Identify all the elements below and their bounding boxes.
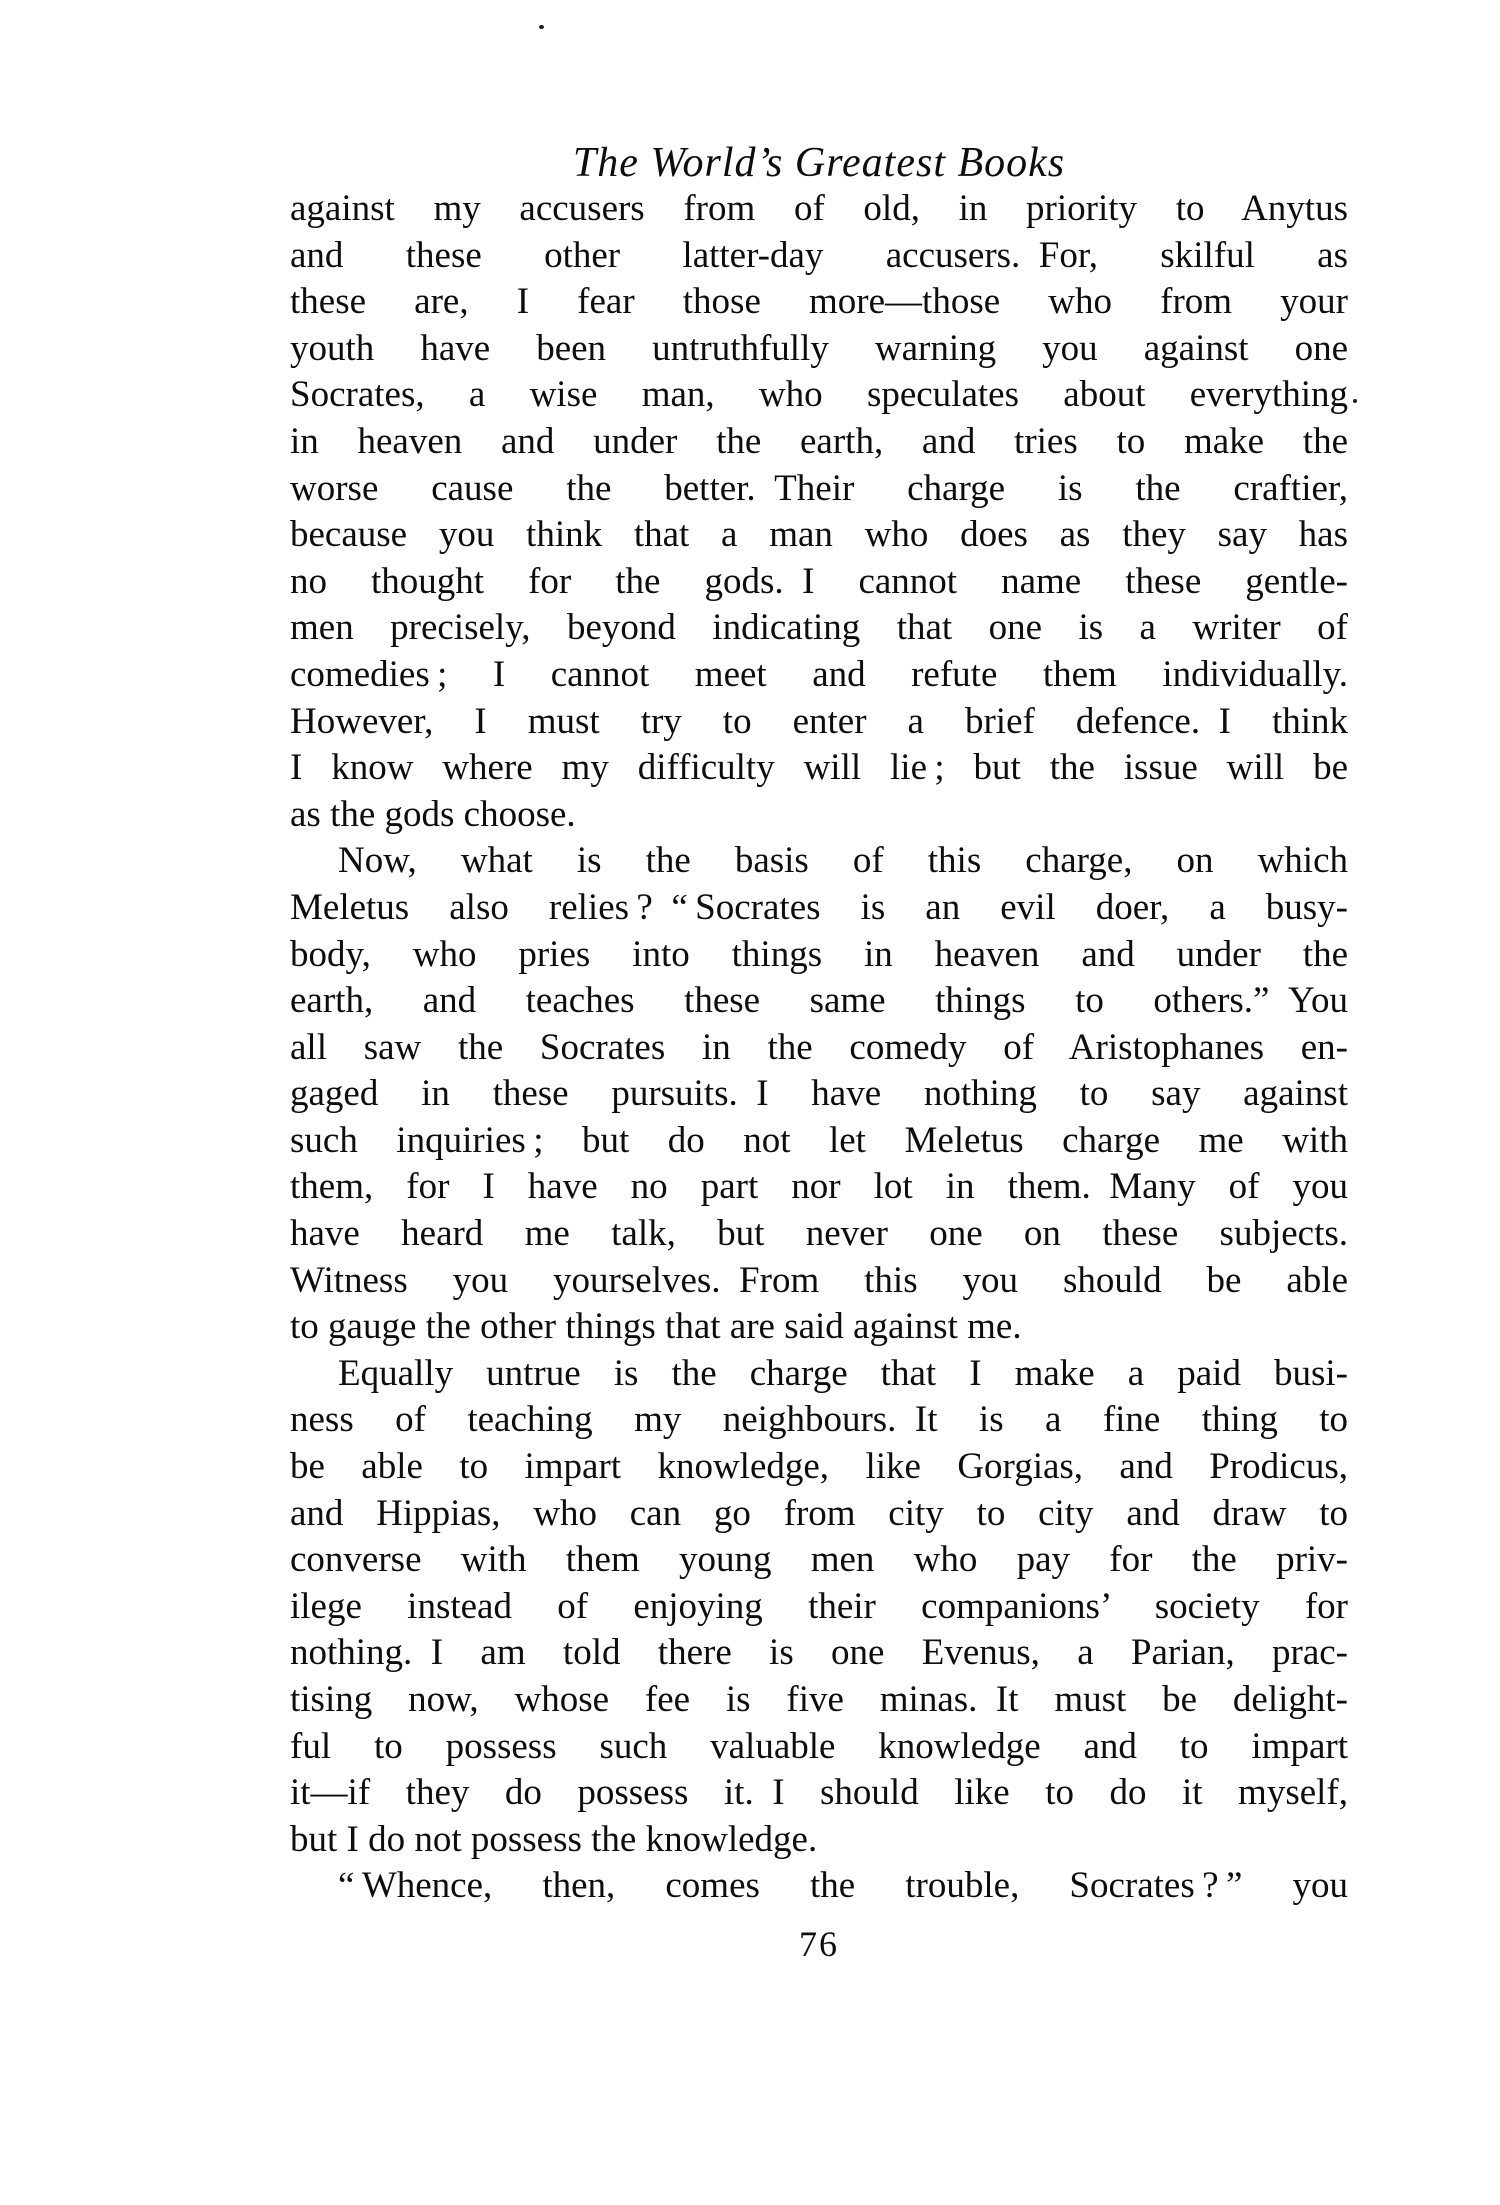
text-line: tising now, whose fee is five minas. It must be delight- bbox=[290, 1679, 1348, 1720]
page-number: 76 bbox=[799, 1924, 839, 1964]
text-line: I know where my difficulty will lie ; but the issue will be bbox=[290, 747, 1348, 789]
running-head: The World’s Greatest Books bbox=[572, 140, 1066, 186]
text-line: “ Whence, then, comes the trouble, Socrates ? ” you bbox=[338, 1865, 1348, 1907]
text-line: body, who pries into things in heaven and under the bbox=[290, 933, 1348, 975]
text-line: as the gods choose. bbox=[290, 793, 576, 835]
text-line: converse with them young men who pay for the priv- bbox=[290, 1539, 1348, 1581]
text-line: in heaven and under the earth, and tries to make the bbox=[290, 420, 1348, 462]
text-line: Meletus also relies ? “ Socrates is an evil doer, a busy- bbox=[290, 886, 1348, 928]
text-line: ful to possess such valuable knowledge and to impart bbox=[290, 1725, 1348, 1767]
text-block bbox=[290, 186, 1348, 1910]
text-line: Equally untrue is the charge that I make a paid busi- bbox=[338, 1352, 1348, 1394]
text-line: Socrates, a wise man, who speculates about everything bbox=[290, 374, 1348, 416]
text-line: ness of teaching my neighbours. It is a fine thing to bbox=[290, 1399, 1348, 1441]
text-line: youth have been untruthfully warning you against one bbox=[290, 327, 1348, 369]
text-line: and these other latter-day accusers. For, skilful as bbox=[290, 234, 1348, 276]
text-line: earth, and teaches these same things to others.” You bbox=[290, 980, 1348, 1022]
ink-speck bbox=[1353, 399, 1357, 403]
text-line: against my accusers from of old, in priority to Anytus bbox=[290, 188, 1348, 229]
text-line: no thought for the gods. I cannot name these gentle- bbox=[290, 560, 1348, 602]
text-line: them, for I have no part nor lot in them. Many of you bbox=[290, 1166, 1348, 1208]
ink-speck bbox=[539, 25, 544, 29]
text-line: to gauge the other things that are said against me. bbox=[290, 1306, 1022, 1348]
text-line: worse cause the better. Their charge is the craftier, bbox=[290, 467, 1348, 509]
text-line: because you think that a man who does as they say has bbox=[290, 514, 1348, 556]
text-line: all saw the Socrates in the comedy of Aristophanes en- bbox=[290, 1026, 1348, 1068]
text-line: and Hippias, who can go from city to city and draw to bbox=[290, 1492, 1348, 1534]
text-line: but I do not possess the knowledge. bbox=[290, 1818, 818, 1860]
text-line: these are, I fear those more—those who from your bbox=[290, 281, 1348, 323]
text-line: comedies ; I cannot meet and refute them individually. bbox=[290, 653, 1348, 695]
text-line: gaged in these pursuits. I have nothing to say against bbox=[290, 1073, 1348, 1115]
text-line: nothing. I am told there is one Evenus, a Parian, prac- bbox=[290, 1632, 1348, 1674]
text-line: ilege instead of enjoying their companions’ society for bbox=[290, 1585, 1348, 1627]
text-line: it—if they do possess it. I should like to do it myself, bbox=[290, 1772, 1348, 1814]
text-line: Witness you yourselves. From this you should be able bbox=[290, 1259, 1348, 1301]
text-line: men precisely, beyond indicating that one is a writer of bbox=[290, 607, 1348, 649]
text-line: be able to impart knowledge, like Gorgias, and Prodicus, bbox=[290, 1446, 1348, 1488]
text-line: However, I must try to enter a brief defence. I think bbox=[290, 700, 1348, 742]
text-line: such inquiries ; but do not let Meletus charge me with bbox=[290, 1119, 1348, 1161]
text-line: have heard me talk, but never one on these subjects. bbox=[290, 1213, 1348, 1255]
text-line: Now, what is the basis of this charge, on which bbox=[338, 840, 1348, 882]
